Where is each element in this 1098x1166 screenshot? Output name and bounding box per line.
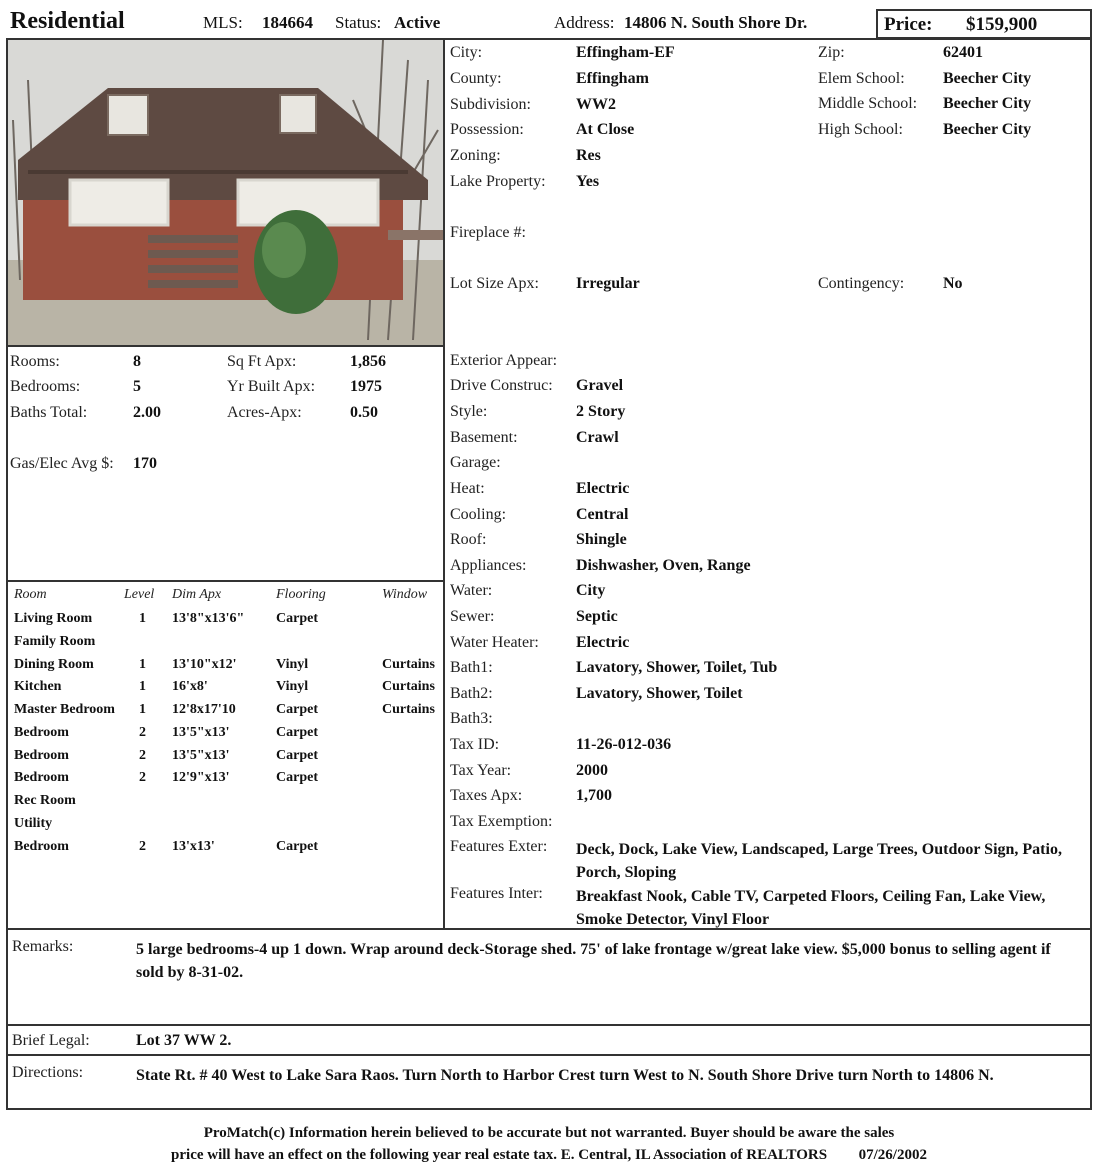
price-box: [876, 9, 1092, 39]
roof-label: Roof:: [450, 531, 487, 548]
acres-label: Acres-Apx:: [227, 404, 302, 421]
room-dim: 13'5"x13': [172, 725, 230, 740]
mls-number: 184664: [262, 13, 313, 32]
drive-value: Gravel: [576, 377, 624, 394]
subdivision-value: WW2: [576, 96, 616, 113]
room-name: Master Bedroom: [14, 702, 115, 717]
gas-elec-label: Gas/Elec Avg $:: [10, 455, 114, 472]
room-dim: 12'9"x13': [172, 770, 230, 785]
lake-property-label: Lake Property:: [450, 173, 546, 190]
bath3-label: Bath3:: [450, 710, 493, 727]
water-heater-label: Water Heater:: [450, 634, 539, 651]
legal-label: Brief Legal:: [12, 1032, 90, 1049]
features-exterior-label: Features Exter:: [450, 838, 548, 855]
high-school-value: Beecher City: [943, 121, 1032, 138]
room-name: Bedroom: [14, 748, 69, 763]
room-name: Bedroom: [14, 725, 69, 740]
room-flooring: Carpet: [276, 702, 318, 717]
rooms-label: Rooms:: [10, 353, 60, 370]
year-built-value: 1975: [350, 378, 382, 395]
room-name: Family Room: [14, 634, 96, 649]
lake-property-value: Yes: [576, 173, 600, 190]
lot-size-label: Lot Size Apx:: [450, 275, 539, 292]
contingency-label: Contingency:: [818, 275, 905, 292]
mls-label: MLS:: [203, 13, 243, 32]
elem-school-label: Elem School:: [818, 70, 905, 87]
column-divider: [443, 38, 445, 930]
listing-type: Residential: [10, 8, 125, 34]
remarks-label: Remarks:: [12, 938, 74, 955]
zoning-label: Zoning:: [450, 147, 501, 164]
water-value: City: [576, 582, 606, 599]
room-dim: 13'10"x12': [172, 657, 237, 672]
room-dim: 13'x13': [172, 839, 215, 854]
room-name: Utility: [14, 816, 53, 831]
tax-exemption-label: Tax Exemption:: [450, 813, 553, 830]
rooms-divider: [6, 580, 444, 582]
room-flooring: Carpet: [276, 748, 318, 763]
heat-label: Heat:: [450, 480, 485, 497]
year-built-label: Yr Built Apx:: [227, 378, 316, 395]
room-level: 2: [139, 839, 146, 854]
cooling-label: Cooling:: [450, 506, 507, 523]
footer-line-1: ProMatch(c) Information herein believed to be accurate but not warranted. Buyer should be aware the sales: [203, 1125, 895, 1141]
middle-school-value: Beecher City: [943, 95, 1032, 112]
roof-value: Shingle: [576, 531, 627, 548]
price-label: Price:: [884, 14, 933, 35]
room-flooring: Carpet: [276, 839, 318, 854]
fireplace-label: Fireplace #:: [450, 224, 526, 241]
col-header-room: Room: [14, 587, 47, 602]
footer-date: 07/26/2002: [858, 1147, 927, 1163]
county-label: County:: [450, 70, 502, 87]
footer-line-2: [0, 1144, 1098, 1166]
footer-text: price will have an effect on the following year real estate tax. E. Central, IL Association of REALTORS: [171, 1147, 828, 1163]
tax-id-value: 11-26-012-036: [576, 736, 672, 753]
sqft-label: Sq Ft Apx:: [227, 353, 297, 370]
basement-value: Crawl: [576, 429, 619, 446]
tax-year-label: Tax Year:: [450, 762, 512, 779]
zip-value: 62401: [943, 44, 983, 61]
elem-school-value: Beecher City: [943, 70, 1032, 87]
water-label: Water:: [450, 582, 493, 599]
house-photo-illustration: [8, 40, 443, 345]
room-name: Rec Room: [14, 793, 76, 808]
room-level: 1: [139, 702, 146, 717]
room-dim: 16'x8': [172, 679, 208, 694]
room-window: Curtains: [382, 702, 435, 717]
legal-text: Lot 37 WW 2.: [136, 1032, 232, 1049]
directions-text: State Rt. # 40 West to Lake Sara Raos. Turn North to Harbor Crest turn West to N. South Shore Drive turn North to 14806 N.: [136, 1067, 994, 1084]
col-header-level: Level: [124, 587, 155, 602]
col-header-dim: Dim Apx: [172, 587, 222, 602]
county-value: Effingham: [576, 70, 649, 87]
gas-elec-value: 170: [133, 455, 157, 472]
room-dim: 12'8x17'10: [172, 702, 236, 717]
water-heater-value: Electric: [576, 634, 630, 651]
sewer-value: Septic: [576, 608, 618, 625]
features-interior-label: Features Inter:: [450, 885, 543, 902]
col-header-flooring: Flooring: [276, 587, 326, 602]
possession-value: At Close: [576, 121, 635, 138]
room-flooring: Carpet: [276, 611, 318, 626]
lot-size-value: Irregular: [576, 275, 640, 292]
taxes-value: 1,700: [576, 787, 612, 804]
baths-label: Baths Total:: [10, 404, 88, 421]
tax-id-label: Tax ID:: [450, 736, 500, 753]
zoning-value: Res: [576, 147, 601, 164]
room-window: Curtains: [382, 679, 435, 694]
sewer-label: Sewer:: [450, 608, 495, 625]
room-name: Bedroom: [14, 839, 69, 854]
status-value: Active: [394, 13, 441, 32]
room-level: 1: [139, 679, 146, 694]
room-name: Dining Room: [14, 657, 94, 672]
baths-value: 2.00: [133, 404, 161, 421]
city-value: Effingham-EF: [576, 44, 675, 61]
tax-year-value: 2000: [576, 762, 608, 779]
address-label: Address:: [554, 13, 615, 32]
exterior-appear-label: Exterior Appear:: [450, 352, 558, 369]
taxes-label: Taxes Apx:: [450, 787, 523, 804]
room-level: 2: [139, 770, 146, 785]
directions-box: [6, 1054, 1092, 1110]
style-label: Style:: [450, 403, 488, 420]
legal-box: [6, 1024, 1092, 1056]
photo-divider: [6, 345, 444, 347]
bath1-label: Bath1:: [450, 659, 493, 676]
room-level: 1: [139, 657, 146, 672]
heat-value: Electric: [576, 480, 630, 497]
property-photo: [8, 40, 443, 345]
bedrooms-value: 5: [133, 378, 141, 395]
room-level: 1: [139, 611, 146, 626]
room-name: Kitchen: [14, 679, 62, 694]
rooms-value: 8: [133, 353, 141, 370]
possession-label: Possession:: [450, 121, 524, 138]
high-school-label: High School:: [818, 121, 903, 138]
features-exterior-value: Deck, Dock, Lake View, Landscaped, Large Trees, Outdoor Sign, Patio, Porch, Sloping: [576, 841, 1062, 881]
bath2-value: Lavatory, Shower, Toilet: [576, 685, 743, 702]
acres-value: 0.50: [350, 404, 378, 421]
style-value: 2 Story: [576, 403, 626, 420]
middle-school-label: Middle School:: [818, 95, 918, 112]
room-flooring: Carpet: [276, 770, 318, 785]
features-interior-value: Breakfast Nook, Cable TV, Carpeted Floors, Ceiling Fan, Lake View, Smoke Detector, Vinyl Floor: [576, 888, 1046, 928]
room-flooring: Carpet: [276, 725, 318, 740]
basement-label: Basement:: [450, 429, 518, 446]
room-dim: 13'5"x13': [172, 748, 230, 763]
directions-label: Directions:: [12, 1064, 84, 1081]
room-name: Living Room: [14, 611, 93, 626]
sqft-value: 1,856: [350, 353, 386, 370]
col-header-window: Window: [382, 587, 428, 602]
bath2-label: Bath2:: [450, 685, 493, 702]
room-flooring: Vinyl: [276, 679, 309, 694]
city-label: City:: [450, 44, 483, 61]
cooling-value: Central: [576, 506, 629, 523]
room-name: Bedroom: [14, 770, 69, 785]
zip-label: Zip:: [818, 44, 845, 61]
room-level: 2: [139, 725, 146, 740]
bath1-value: Lavatory, Shower, Toilet, Tub: [576, 659, 778, 676]
room-dim: 13'8"x13'6": [172, 611, 245, 626]
appliances-value: Dishwasher, Oven, Range: [576, 557, 751, 574]
appliances-label: Appliances:: [450, 557, 527, 574]
room-flooring: Vinyl: [276, 657, 309, 672]
status-label: Status:: [335, 13, 382, 32]
bedrooms-label: Bedrooms:: [10, 378, 81, 395]
room-level: 2: [139, 748, 146, 763]
garage-label: Garage:: [450, 454, 501, 471]
drive-label: Drive Construc:: [450, 377, 553, 394]
remarks-box: [6, 928, 1092, 1026]
contingency-value: No: [943, 275, 963, 292]
remarks-text: 5 large bedrooms-4 up 1 down. Wrap around deck-Storage shed. 75' of lake frontage w/great lake view. $5,000 bonus to selling agent if sold by 8-31-02.: [136, 941, 1051, 981]
room-window: Curtains: [382, 657, 435, 672]
price-value: $159,900: [966, 14, 1038, 35]
address-value: 14806 N. South Shore Dr.: [624, 13, 808, 32]
subdivision-label: Subdivision:: [450, 96, 531, 113]
